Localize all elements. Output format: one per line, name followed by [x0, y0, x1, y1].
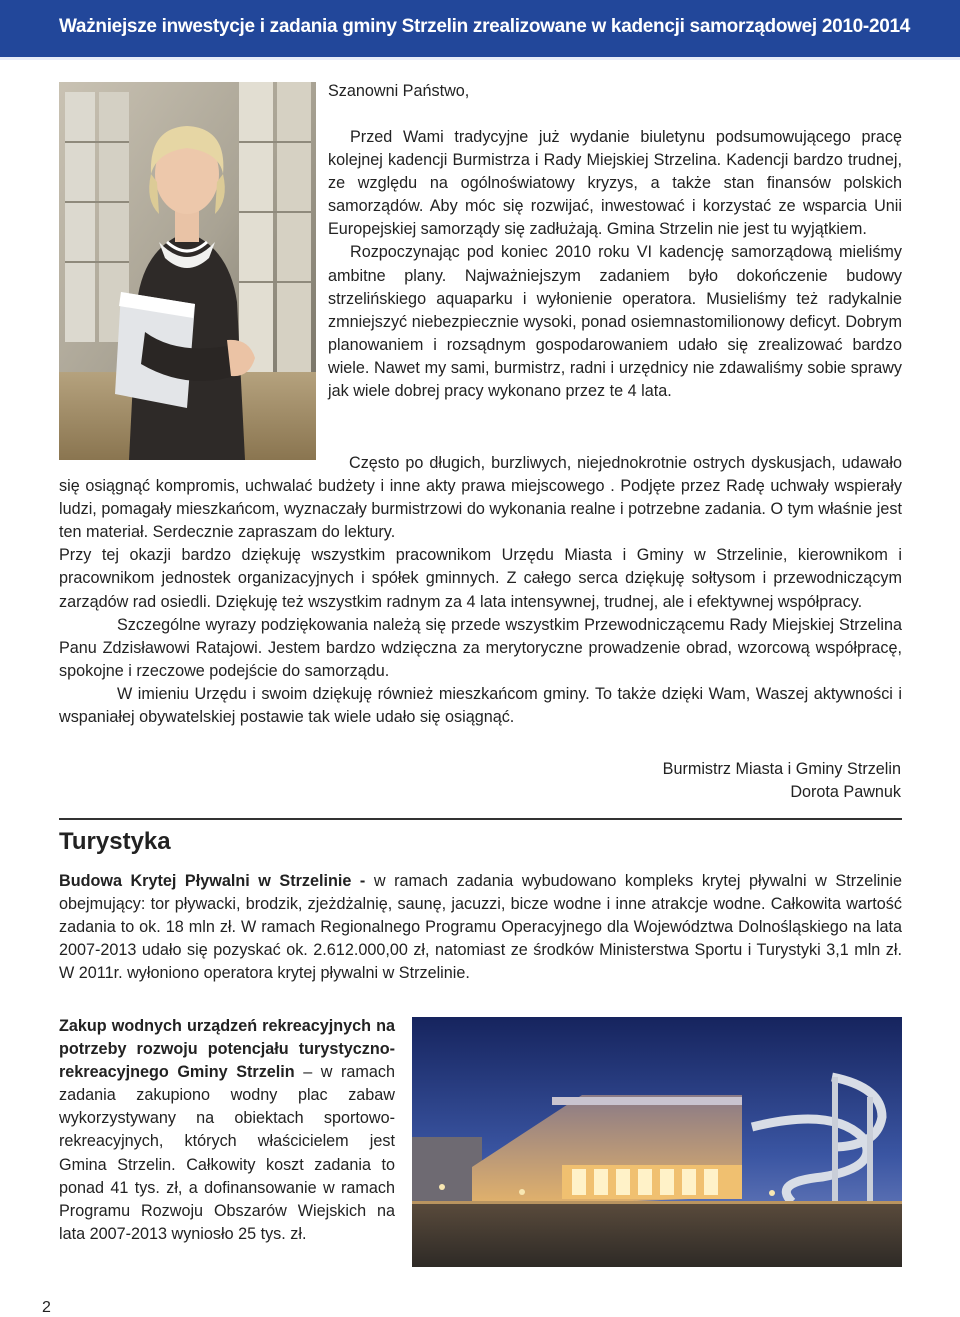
- signature-block: [663, 758, 901, 804]
- letter-full-width-block: [59, 452, 902, 729]
- pool-item-title: Budowa Krytej Pływalni w Strzelinie -: [59, 872, 366, 890]
- letter-paragraph-2: Rozpoczynając pod koniec 2010 roku VI kadencję samorządową mieliśmy ambitne plany. Najważniejszym zadaniem było dokończenie budowy strzelińskiego aquaparku i wyłonienie operatora. Musieliśmy też radykalnie zmniejszyć niebezpiecznie wysoki, ponad osiemnastomilionowy deficyt. Dobrym planowaniem i rozsądnym gospodarowaniem udało się zrealizować bardzo wiele. Nawet my sami, burmistrz, radni i urzędnicy nie zdawaliśmy sobie sprawy jak wiele dobrej pracy wykonano przez te 4 lata.: [328, 243, 902, 401]
- signature-name: Dorota Pawnuk: [790, 783, 901, 802]
- letter-paragraph-4: Przy tej okazji bardzo dziękuję wszystkim pracownikom Urzędu Miasta i Gminy w Strzelinie, kierownikom i pracownikom jednostek organizacyjnych i spółek gminnych. Z całego serca dziękuję sołtysom i przewodniczącym zarządów rad osiedli. Dziękuję też wszystkim radnym za 4 lata intensywnej, trudnej, ale i efektywnej współpracy.: [59, 546, 902, 611]
- pool-item-text: w ramach zadania wybudowano kompleks krytej pływalni w Strzelinie obejmujący: tor pływacki, brodzik, zjeżdżalnię, saunę, jacuzzi, bicze wodne i inne atrakcje wodne. Całkowita wartość zadania to ok. 18 mln zł. W ramach Regionalnego Programu Operacyjnego dla Województwa Dolnośląskiego na lata 2007-2013 udało się pozyskać ok. 2.612.000,00 zł, natomiast ze środków Ministerstwa Sportu i Turystyki 3,1 mln zł. W 2011r. wyłoniono operatora krytej pływalni w Strzelinie.: [59, 872, 902, 983]
- letter-greeting: [328, 80, 902, 103]
- tourism-item-water-equipment: [59, 1015, 395, 1246]
- page-number: 2: [42, 1299, 51, 1316]
- letter-intro-block: [328, 126, 902, 403]
- water-equipment-text: – w ramach zadania zakupiono wodny plac zabaw wykorzystywany na obiektach sportowo-rekreacyjnych, których właścicielem jest Gmina Strzelin. Całkowity koszt zadania to ponad 41 tys. zł, a dofinansowanie w ramach Programu Rozwoju Obszarów Wiejskich na lata 2007-2013 wyniosło 25 tys. zł.: [59, 1063, 395, 1243]
- signature-title: Burmistrz Miasta i Gminy Strzelin: [662, 760, 901, 778]
- section-heading-tourism: Turystyka: [59, 828, 171, 855]
- letter-paragraph-6: W imieniu Urzędu i swoim dziękuję również mieszkańcom gminy. To także dzięki Wam, Waszej aktywności i wspaniałej obywatelskiej postawie tak wiele udało się osiągnąć.: [59, 684, 902, 727]
- swimming-pool-building-photo: [412, 1017, 902, 1267]
- letter-paragraph-1: Przed Wami tradycyjne już wydanie biuletynu podsumowującego pracę kolejnej kadencji Burmistrza i Rady Miejskiej Strzelina. Kadencji bardzo trudnej, ze względu na ogólnoświatowy kryzys, a także stan finansów polskich samorządów. Aby móc się rozwijać, inwestować i korzystać ze wsparcia Unii Europejskiej samorządy się zadłużają. Gmina Strzelin nie jest tu wyjątkiem.: [328, 128, 902, 239]
- letter-paragraph-5: Szczególne wyrazy podziękowania należą się przede wszystkim Przewodniczącemu Rady Miejskiej Strzelina Panu Zdzisławowi Ratajowi. Jestem bardzo wdzięczna za merytoryczne prowadzenie obrad, wzorcową współpracę, spokojne i rzeczowe podejście do samorządu.: [59, 615, 902, 680]
- water-equipment-title: Zakup wodnych urządzeń rekreacyjnych na potrzeby rozwoju potencjału turystyczno-rekreacyjnego Gminy Strzelin: [59, 1017, 395, 1082]
- letter-paragraph-3: Często po długich, burzliwych, niejednokrotnie ostrych dyskusjach, udawało się osiągnąć kompromis, uchwalać budżety i inne akty prawa miejscowego . Podjęte przez Radę uchwały wspierały ludzi, pomagały mieszkańcom, wyznaczały burmistrzowi do wykonania realne i potrzebne zadania. O tym właśnie jest ten materiał. Serdecznie zapraszam do lektury.: [59, 454, 902, 542]
- page-header-bar: [0, 0, 960, 60]
- page-header-title: Ważniejsze inwestycje i zadania gminy Strzelin zrealizowane w kadencji samorządowej 2010-2014: [59, 16, 911, 37]
- greeting-text: Szanowni Państwo,: [328, 82, 470, 100]
- section-divider: [59, 818, 902, 820]
- mayor-portrait-photo: [59, 82, 316, 460]
- tourism-item-pool: [59, 870, 902, 985]
